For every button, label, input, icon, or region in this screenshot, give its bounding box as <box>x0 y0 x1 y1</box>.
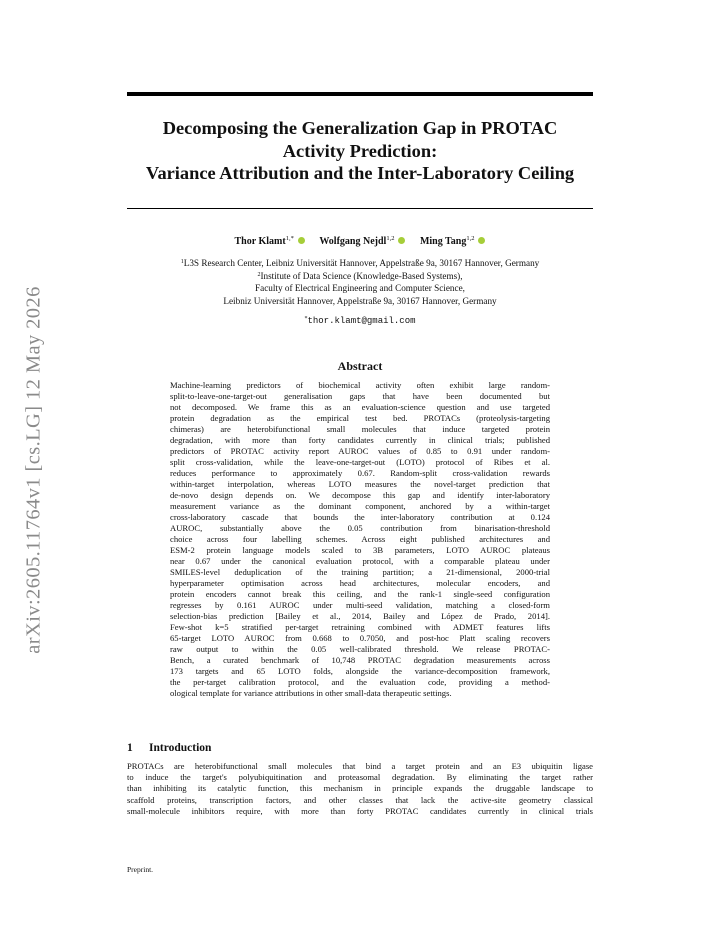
abstract-line: degradation, with more than forty candidates currently in clinical trials; published <box>170 435 550 445</box>
paper-title <box>110 117 610 185</box>
affiliation-line <box>110 269 610 282</box>
abstract-line: protein degradation as the empirical test bed. PROTACs (proteolysis-targeting <box>170 413 550 423</box>
orcid-icon[interactable] <box>398 237 405 244</box>
author-affiliation-marker: 1,2 <box>386 235 395 242</box>
author-name: Thor Klamt <box>234 236 286 247</box>
corresponding-email <box>110 316 610 326</box>
abstract-line: de-novo design depends on. We decompose this gap and identify inter-laboratory <box>170 490 550 500</box>
abstract-heading: Abstract <box>337 359 383 373</box>
affiliation-text: Institute of Data Science (Knowledge-Based Systems), <box>260 271 463 282</box>
affiliation-line: Faculty of Electrical Engineering and Computer Science, <box>255 283 465 294</box>
introduction-line: small-molecule inhibitors require, with more than forty PROTAC candidates currently in clinical trials <box>127 805 593 816</box>
section-title: Introduction <box>149 742 212 754</box>
title-bottom-rule <box>127 208 593 209</box>
affiliation-marker: 2 <box>257 272 261 279</box>
abstract-line: near 0.67 under the canonical evaluation protocol, with a comparable plateau under <box>170 556 550 566</box>
abstract-line: AUROC, substantially above the 0.05 contribution from binarisation-threshold <box>170 523 550 533</box>
section-number: 1 <box>127 742 133 754</box>
arxiv-identifier-text: arXiv:2605.11764v1 [cs.LG] 12 May 2026 <box>22 286 45 654</box>
abstract-line: regresses by 0.161 AUROC under multi-seed validation, matching a closed-form <box>170 600 550 610</box>
author-name: Wolfgang Nejdl <box>319 236 387 247</box>
abstract-line: not decomposed. We frame this as an evaluation-science question and use targeted <box>170 402 550 412</box>
abstract-line: hyperparameter optimisation across head architectures, molecular encoders, and <box>170 578 550 588</box>
preprint-footnote: Preprint. <box>127 865 154 874</box>
affiliation-line: Leibniz Universität Hannover, Appelstraße 9a, 30167 Hannover, Germany <box>223 295 497 306</box>
abstract-line: split cross-validation, while the leave-one-target-out (LOTO) protocol of Ribes et al. <box>170 457 550 467</box>
orcid-icon[interactable] <box>298 237 305 244</box>
introduction-body <box>127 761 593 817</box>
abstract-line: split-to-leave-one-target-out generalisation gaps that have been documented but <box>170 391 550 401</box>
introduction-line: than inhibiting its catalytic function, this mechanism in principle expands the druggable landscape to <box>127 783 593 794</box>
abstract-line: ESM-2 protein language models scaled to 3B parameters, LOTO AUROC plateaus <box>170 545 550 555</box>
abstract-line: chimeras) are heterobifunctional small molecules that induce targeted protein <box>170 424 550 434</box>
abstract-line: raw output to within the 0.05 well-calibrated threshold. We release PROTAC- <box>170 644 550 654</box>
introduction-line: scaffold proteins, transcription factors, and other classes that lack the active-site geometry classical <box>127 794 593 805</box>
author-entry <box>420 235 486 247</box>
introduction-line: to induce the target's polyubiquitination and proteasomal degradation. By eliminating the target rather <box>127 772 593 783</box>
abstract-line: the per-target calibration protocol, and the evaluation code, providing a method- <box>170 677 550 687</box>
affiliation-text: L3S Research Center, Leibniz Universität Hannover, Appelstraße 9a, 30167 Hannover, Germany <box>183 258 540 268</box>
introduction-line: PROTACs are heterobifunctional small molecules that bind a target protein and an E3 ubiquitin ligase <box>127 761 593 771</box>
abstract-line: Bench, a curated benchmark of 10,748 PROTAC degradation measurements across <box>170 655 550 665</box>
title-line: Activity Prediction: <box>282 140 438 161</box>
abstract-line: Machine-learning predictors of biochemical activity often exhibit large random- <box>170 380 550 390</box>
author-affiliation-marker: 1,2 <box>466 235 475 242</box>
abstract-line: SMILES-level deduplication of the training partition; a 21-dimensional, 2000-trial <box>170 567 550 577</box>
author-name: Ming Tang <box>419 236 467 247</box>
abstract-line: choice across four labelling schemes. Across eight published architectures and <box>170 534 550 544</box>
title-line: Decomposing the Generalization Gap in PROTAC <box>162 118 558 138</box>
author-list <box>110 235 610 247</box>
abstract-line: measurement variance as the dominant component, anchored by a within-target <box>170 501 550 511</box>
section-heading-introduction <box>127 742 211 754</box>
abstract-line: reduces performance to approximately 0.67. Random-split cross-validation rewards <box>170 468 550 478</box>
email-address[interactable]: thor.klamt@gmail.com <box>307 316 416 326</box>
affiliations <box>110 256 610 307</box>
orcid-icon[interactable] <box>478 237 485 244</box>
author-entry <box>319 235 405 247</box>
affiliation-line <box>110 256 610 269</box>
abstract-line: predictors of PROTAC activity report AUROC values of 0.85 to 0.91 under random- <box>170 446 550 456</box>
author-entry <box>235 235 305 247</box>
title-top-rule <box>127 92 593 96</box>
title-line: Variance Attribution and the Inter-Laboratory Ceiling <box>145 163 575 183</box>
abstract-line: protein encoders cannot break this ceiling, and the rank-1 single-seed configuration <box>170 589 550 599</box>
abstract-line: within-target interpolation, whereas LOTO measures the novel-target prediction that <box>170 479 550 489</box>
email-marker: * <box>304 316 308 322</box>
author-affiliation-marker: 1,* <box>285 235 294 242</box>
abstract-line: cross-laboratory cascade that bounds the inter-laboratory contribution at 0.124 <box>170 512 550 522</box>
affiliation-marker: 1 <box>180 259 184 265</box>
abstract-line: ological template for variance attributions in other small-data therapeutic settings. <box>170 688 452 698</box>
abstract-line: selection-bias prediction [Bailey et al., 2014, Bailey and López de Prado, 2014]. <box>170 611 550 621</box>
abstract-body <box>170 380 550 699</box>
abstract-line: 65-target LOTO AUROC from 0.668 to 0.7050, and post-hoc Platt scaling recovers <box>170 633 550 643</box>
abstract-line: 173 targets and 65 LOTO folds, alongside the variance-decomposition framework, <box>170 666 550 676</box>
abstract-line: Few-shot k=5 stratified per-target retraining combined with ADMET features lifts <box>170 622 550 632</box>
